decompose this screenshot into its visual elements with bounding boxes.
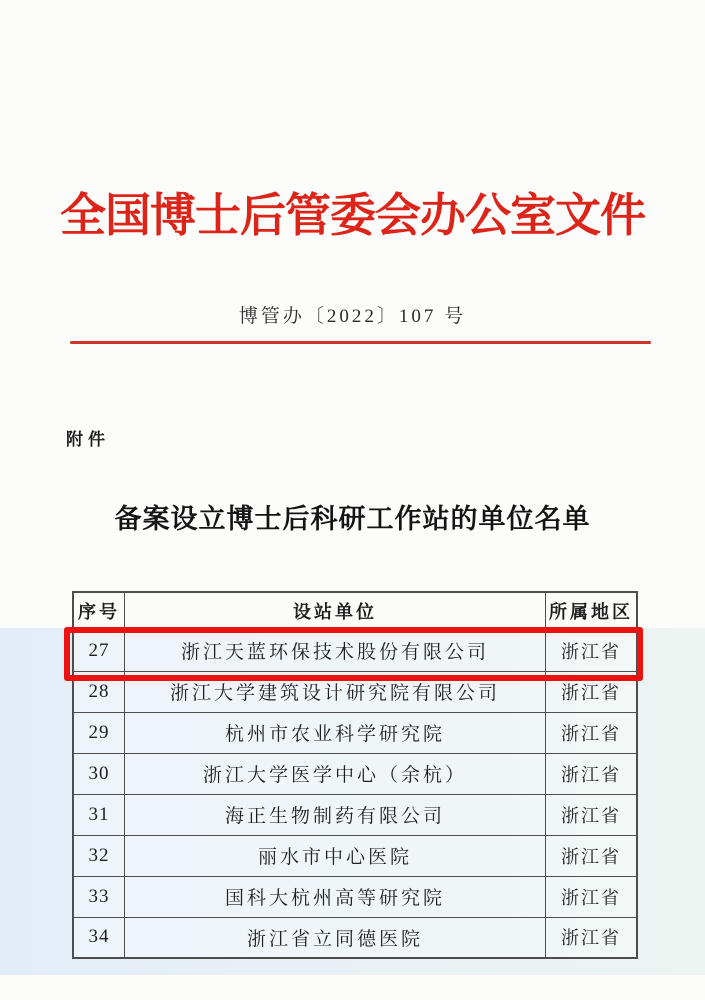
row-number: 33 xyxy=(73,876,125,917)
unit-name: 浙江大学建筑设计研究院有限公司 xyxy=(125,671,546,712)
table-row xyxy=(73,712,637,753)
attachment-label: 附件 xyxy=(66,430,110,449)
table-row xyxy=(73,876,637,917)
row-number: 28 xyxy=(73,671,125,712)
table-row xyxy=(73,671,637,712)
red-divider-line xyxy=(70,341,651,344)
unit-name: 浙江省立同德医院 xyxy=(125,917,546,958)
row-number: 34 xyxy=(73,917,125,958)
list-heading: 备案设立博士后科研工作站的单位名单 xyxy=(114,504,591,534)
unit-name: 国科大杭州高等研究院 xyxy=(125,876,546,917)
document-number: 博管办〔2022〕107 号 xyxy=(238,306,467,327)
col-header-region: 所属地区 xyxy=(546,592,638,630)
unit-name: 浙江天蓝环保技术股份有限公司 xyxy=(125,630,546,671)
table-row xyxy=(73,917,637,958)
col-header-unit: 设站单位 xyxy=(125,592,546,630)
col-header-no: 序号 xyxy=(73,592,125,630)
document-title: 全国博士后管委会办公室文件 xyxy=(60,190,645,241)
region: 浙江省 xyxy=(546,753,638,794)
region: 浙江省 xyxy=(546,794,638,835)
region: 浙江省 xyxy=(546,630,638,671)
units-table xyxy=(72,591,638,959)
unit-name: 丽水市中心医院 xyxy=(125,835,546,876)
table-row xyxy=(73,794,637,835)
table-header-row xyxy=(73,592,637,630)
region: 浙江省 xyxy=(546,712,638,753)
region: 浙江省 xyxy=(546,876,638,917)
row-number: 30 xyxy=(73,753,125,794)
unit-name: 浙江大学医学中心（余杭） xyxy=(125,753,546,794)
unit-name: 杭州市农业科学研究院 xyxy=(125,712,546,753)
region: 浙江省 xyxy=(546,917,638,958)
row-number: 32 xyxy=(73,835,125,876)
row-number: 27 xyxy=(73,630,125,671)
row-number: 29 xyxy=(73,712,125,753)
table-row xyxy=(73,630,637,671)
region: 浙江省 xyxy=(546,671,638,712)
unit-name: 海正生物制药有限公司 xyxy=(125,794,546,835)
table-row xyxy=(73,753,637,794)
table-row xyxy=(73,835,637,876)
row-number: 31 xyxy=(73,794,125,835)
region: 浙江省 xyxy=(546,835,638,876)
